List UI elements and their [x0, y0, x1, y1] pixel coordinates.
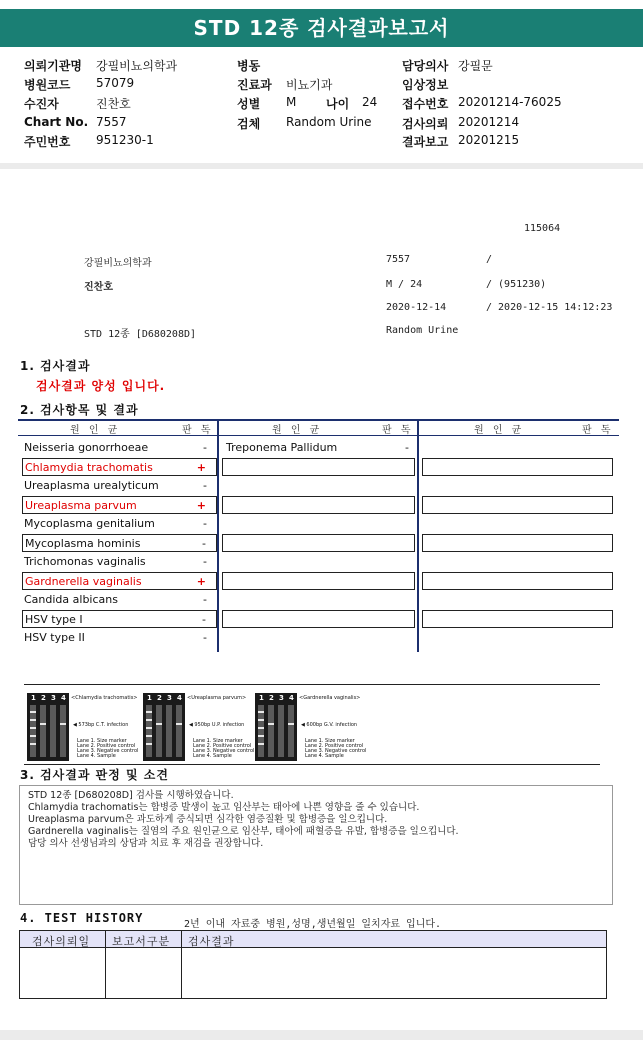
gel-band [258, 735, 264, 737]
organism-row [22, 629, 217, 647]
organism-result: - [203, 517, 207, 530]
report-code: 115064 [524, 223, 561, 234]
gel-lane-number: 3 [51, 694, 56, 702]
organism-result: + [196, 575, 206, 588]
header-row: 임상정보 [402, 78, 449, 92]
organism-name: Chlamydia trachomatis [25, 461, 153, 474]
col-header-judge: 판 독 [382, 425, 414, 436]
sex-age: M / 24 [386, 279, 423, 290]
col-header-organism: 원 인 균 [474, 425, 525, 436]
gel-legend-line: Lane 4. Sample [193, 753, 232, 759]
gel-band [30, 727, 36, 729]
organism-row [22, 572, 217, 590]
organism-name: Ureaplasma urealyticum [24, 479, 159, 492]
date-received: 2020-12-14 [386, 302, 447, 313]
header-value: 57079 [96, 76, 135, 90]
header-value: 20201214 [458, 115, 520, 129]
gel-lane-number: 4 [61, 694, 66, 702]
gel-band [30, 711, 36, 713]
empty-result-box [222, 572, 415, 590]
gel-lane [50, 705, 56, 757]
test-name: STD 12종 [D680208D] [84, 329, 197, 340]
empty-result-box [222, 534, 415, 552]
header-row: 성별 [237, 97, 261, 111]
gel-lane [60, 705, 66, 757]
gel-legend-line: Lane 2. Positive control [193, 743, 252, 749]
section-result-title: 1. 검사결과 [20, 359, 91, 373]
chart-number: 7557 [386, 254, 411, 265]
gel-title: <Ureaplasma parvum> [187, 695, 247, 701]
gel-lane [156, 705, 162, 757]
gel-band [176, 723, 182, 725]
gel-legend-line: Lane 2. Positive control [77, 743, 136, 749]
age-value: 24 [362, 95, 378, 109]
gel-lane-number: 1 [147, 694, 152, 702]
gel-lane [268, 705, 274, 757]
col-header-judge: 판 독 [582, 425, 614, 436]
header-row: 의뢰기관명 [24, 59, 82, 73]
organism-row [22, 591, 217, 609]
gel-lane-number: 3 [279, 694, 284, 702]
gel-band [146, 711, 152, 713]
organism-name: Gardnerella vaginalis [25, 575, 142, 588]
empty-result-box [422, 610, 613, 628]
column-divider [217, 419, 219, 652]
gel-band [146, 727, 152, 729]
history-header-row [20, 931, 606, 948]
gel-band [60, 723, 66, 725]
organism-result: - [203, 555, 207, 568]
gel-legend-line: Lane 4. Sample [77, 753, 116, 759]
chart-separator: / [486, 254, 493, 265]
section-items-title: 2. 검사항목 및 결과 [20, 403, 139, 417]
patient-name: 진찬호 [84, 282, 113, 293]
gel-lane-number: 1 [259, 694, 264, 702]
gel-lane [278, 705, 284, 757]
header-row: 검사의뢰 [402, 117, 449, 131]
gel-result: ◀ 950bp U.P. infection [189, 722, 245, 728]
header-row: Chart No. [24, 115, 89, 129]
opinion-line: 담당 의사 선생님과의 상담과 치료 후 재검을 권장합니다. [28, 838, 264, 849]
gel-bottom-line [24, 764, 600, 765]
opinion-line: Chlamydia trachomatis는 합병증 발생이 높고 임산부는 태아에 나쁜 영향을 줄 수 있습니다. [28, 802, 420, 813]
gel-lane-number: 2 [41, 694, 46, 702]
header-row: 접수번호 [402, 97, 449, 111]
report-title: STD 12종 검사결과보고서 [0, 9, 643, 47]
gel-band [288, 723, 294, 725]
header-value: M [286, 95, 297, 109]
gel-lane-number: 3 [167, 694, 172, 702]
organism-row [22, 610, 217, 628]
gel-band [146, 743, 152, 745]
empty-result-box [422, 572, 613, 590]
gel-legend-line: Lane 4. Sample [305, 753, 344, 759]
gel-legend-line: Lane 2. Positive control [305, 743, 364, 749]
opinion-box [19, 785, 613, 905]
header-value: 7557 [96, 115, 127, 129]
gel-lane-number: 2 [157, 694, 162, 702]
header-row: 진료과 [237, 78, 272, 92]
gel-lane [288, 705, 294, 757]
section-history-title: 4. TEST HISTORY [20, 911, 144, 925]
gel-band [258, 727, 264, 729]
col-header-judge: 판 독 [182, 425, 214, 436]
opinion-line: STD 12종 [D680208D] 검사를 시행하였습니다. [28, 790, 234, 801]
history-col-divider [105, 931, 106, 998]
header-value: 강필비뇨의학과 [96, 59, 178, 73]
birth-date: / (951230) [486, 279, 547, 290]
history-header-type: 보고서구분 [112, 935, 171, 948]
gel-lane-number: 4 [289, 694, 294, 702]
header-row: 병원코드 [24, 78, 71, 92]
header-value: 강필문 [458, 59, 493, 73]
empty-result-box [422, 458, 613, 476]
header-row: 수진자 [24, 97, 59, 111]
header-value: 20201214-76025 [458, 95, 562, 109]
history-col-divider [181, 931, 182, 998]
organism-result: + [196, 461, 206, 474]
organism-name: Mycoplasma genitalium [24, 517, 155, 530]
organism-name: Candida albicans [24, 593, 118, 606]
organism-row [22, 553, 217, 571]
gel-band [40, 723, 46, 725]
empty-result-box [422, 496, 613, 514]
header-row: 병동 [237, 59, 261, 73]
organism-result: + [196, 499, 206, 512]
gel-lane-number: 1 [31, 694, 36, 702]
header-value: 진찬호 [96, 97, 131, 111]
organism-result: - [203, 441, 207, 454]
organism-name: Trichomonas vaginalis [24, 555, 146, 568]
organism-row [22, 496, 217, 514]
organism-row [224, 439, 419, 457]
organism-result: - [203, 479, 207, 492]
header-divider [0, 163, 643, 169]
gel-band [258, 719, 264, 721]
organism-name: Treponema Pallidum [226, 441, 338, 454]
organism-name: Mycoplasma hominis [25, 537, 141, 550]
opinion-line: Ureaplasma parvum은 과도하게 증식되면 심각한 염증질환 및 합병증을 일으킵니다. [28, 814, 388, 825]
gel-legend-line: Lane 3. Negative control [193, 748, 255, 754]
gel-band [146, 719, 152, 721]
empty-result-box [222, 610, 415, 628]
gel-image [255, 693, 297, 761]
organism-row [22, 534, 217, 552]
organism-name: HSV type II [24, 631, 85, 644]
opinion-line: Gardnerella vaginalis는 질염의 주요 원인균으로 임산부, 태아에 패혈증을 유발, 합병증을 일으킵니다. [28, 826, 459, 837]
gel-result: ◀ 573bp C.T. infection [73, 722, 129, 728]
history-header-date: 검사의뢰일 [32, 935, 91, 948]
gel-lane [176, 705, 182, 757]
gel-band [146, 735, 152, 737]
organism-name: Neisseria gonorrhoeae [24, 441, 149, 454]
col-header-organism: 원 인 균 [70, 425, 121, 436]
history-header-result: 검사결과 [188, 935, 235, 948]
organism-result: - [202, 613, 206, 626]
header-value: 비뇨기과 [286, 78, 333, 92]
organism-name: Ureaplasma parvum [25, 499, 137, 512]
gel-title: <Chlamydia trachomatis> [71, 695, 138, 701]
header-row: 주민번호 [24, 135, 71, 149]
gel-legend-line: Lane 1. Size marker [193, 738, 243, 744]
organism-result: - [203, 631, 207, 644]
age-label: 나이 [326, 97, 350, 111]
gel-legend-line: Lane 1. Size marker [305, 738, 355, 744]
gel-lane [166, 705, 172, 757]
empty-result-box [422, 534, 613, 552]
header-row: 결과보고 [402, 135, 449, 149]
gel-image [143, 693, 185, 761]
organism-result: - [405, 441, 409, 454]
organism-result: - [203, 593, 207, 606]
organism-row [22, 439, 217, 457]
gel-top-line [24, 684, 600, 685]
gel-lane-number: 2 [269, 694, 274, 702]
gel-band [30, 719, 36, 721]
organism-name: HSV type I [25, 613, 83, 626]
organism-row [22, 458, 217, 476]
gel-band [258, 711, 264, 713]
header-value: 20201215 [458, 133, 520, 147]
empty-result-box [222, 458, 415, 476]
positive-message: 검사결과 양성 입니다. [36, 379, 166, 393]
gel-title: <Gardnerella vaginalis> [299, 695, 361, 701]
gel-band [258, 743, 264, 745]
hospital-name: 강필비뇨의학과 [84, 258, 152, 269]
header-value: Random Urine [286, 115, 372, 129]
date-report: / 2020-12-15 14:12:23 [486, 302, 613, 313]
history-note: 2년 이내 자료중 병원,성명,생년월일 일치자료 입니다. [184, 919, 442, 930]
history-table [19, 930, 607, 999]
gel-image [27, 693, 69, 761]
gel-legend-line: Lane 3. Negative control [77, 748, 139, 754]
specimen: Random Urine [386, 325, 459, 336]
gel-band [30, 743, 36, 745]
header-row: 검체 [237, 117, 261, 131]
header-value: 951230-1 [96, 133, 154, 147]
gel-band [156, 723, 162, 725]
organism-result: - [202, 537, 206, 550]
header-row: 담당의사 [402, 59, 449, 73]
gel-result: ◀ 600bp G.V. infection [301, 722, 358, 728]
gel-lane-number: 4 [177, 694, 182, 702]
gel-legend-line: Lane 3. Negative control [305, 748, 367, 754]
gel-band [30, 735, 36, 737]
organism-row [22, 515, 217, 533]
gel-band [268, 723, 274, 725]
organism-row [22, 477, 217, 495]
empty-result-box [222, 496, 415, 514]
col-header-organism: 원 인 균 [272, 425, 323, 436]
section-opinion-title: 3. 검사결과 판정 및 소견 [20, 768, 169, 782]
gel-lane [40, 705, 46, 757]
gel-legend-line: Lane 1. Size marker [77, 738, 127, 744]
